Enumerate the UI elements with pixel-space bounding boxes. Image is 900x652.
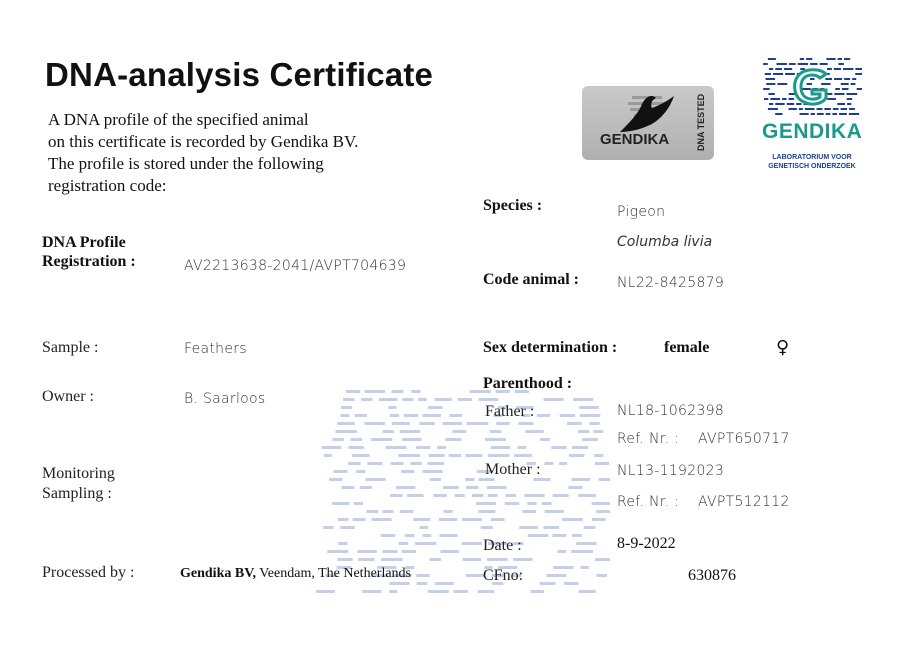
page-title: DNA-analysis Certificate (45, 56, 434, 93)
registration-label-line-2: Registration : (42, 253, 136, 270)
gendika-g-mark-icon (760, 56, 862, 118)
intro-line-4: registration code: (48, 176, 167, 195)
monitoring-label-line-2: Sampling : (42, 485, 112, 502)
badge-main-text: GENDIKA (600, 131, 670, 148)
mother-label: Mother : (485, 461, 541, 478)
cfno-value: 630876 (688, 567, 736, 584)
registration-value: AV2213638-2041/AVPT704639 (184, 258, 407, 274)
processed-company: Gendika BV, (180, 566, 256, 581)
sex-label: Sex determination : (483, 339, 618, 356)
sample-value: Feathers (184, 341, 247, 357)
date-label: Date : (483, 537, 522, 554)
parenthood-label: Parenthood : (483, 375, 573, 392)
sex-value: female (664, 339, 710, 356)
father-ref-label: Ref. Nr. : (617, 431, 680, 447)
father-label: Father : (485, 403, 535, 420)
mother-ref-value: AVPT512112 (698, 494, 790, 510)
owner-label: Owner : (42, 388, 94, 405)
sample-label: Sample : (42, 339, 99, 356)
badge-side-text: DNA TESTED (696, 93, 706, 151)
code-animal-value: NL22-8425879 (617, 275, 725, 291)
gendika-logo-name: GENDIKA (762, 120, 863, 143)
mother-ref-label: Ref. Nr. : (617, 494, 680, 510)
intro-text (48, 109, 408, 197)
processed-by-value (180, 566, 411, 582)
intro-line-3: The profile is stored under the following (48, 154, 324, 173)
female-symbol-icon: ♀ (776, 337, 790, 358)
species-latin: Columba livia (617, 234, 713, 250)
father-ref-value: AVPT650717 (698, 431, 790, 447)
logo-subtitle-line-1: LABORATORIUM VOOR (772, 154, 852, 161)
father-value: NL18-1062398 (617, 403, 725, 419)
mother-value: NL13-1192023 (617, 463, 725, 479)
date-value: 8-9-2022 (617, 535, 676, 552)
gendika-logo-subtitle (752, 153, 872, 171)
processed-by-label: Processed by : (42, 564, 135, 581)
intro-line-2: on this certificate is recorded by Gendika BV. (48, 132, 359, 151)
monitoring-label-line-1: Monitoring (42, 465, 115, 482)
pigeon-silhouette-icon (612, 92, 684, 136)
owner-value: B. Saarloos (184, 391, 266, 407)
registration-label-line-1: DNA Profile (42, 234, 126, 251)
species-label: Species : (483, 197, 543, 214)
logo-subtitle-line-2: GENETISCH ONDERZOEK (768, 163, 856, 170)
species-value: Pigeon (617, 204, 666, 220)
processed-location: Veendam, The Netherlands (256, 566, 411, 581)
dna-tested-badge (582, 86, 714, 160)
intro-line-1: A DNA profile of the specified animal (48, 110, 309, 129)
cfno-label: CFno: (483, 567, 524, 584)
code-animal-label: Code animal : (483, 271, 579, 288)
